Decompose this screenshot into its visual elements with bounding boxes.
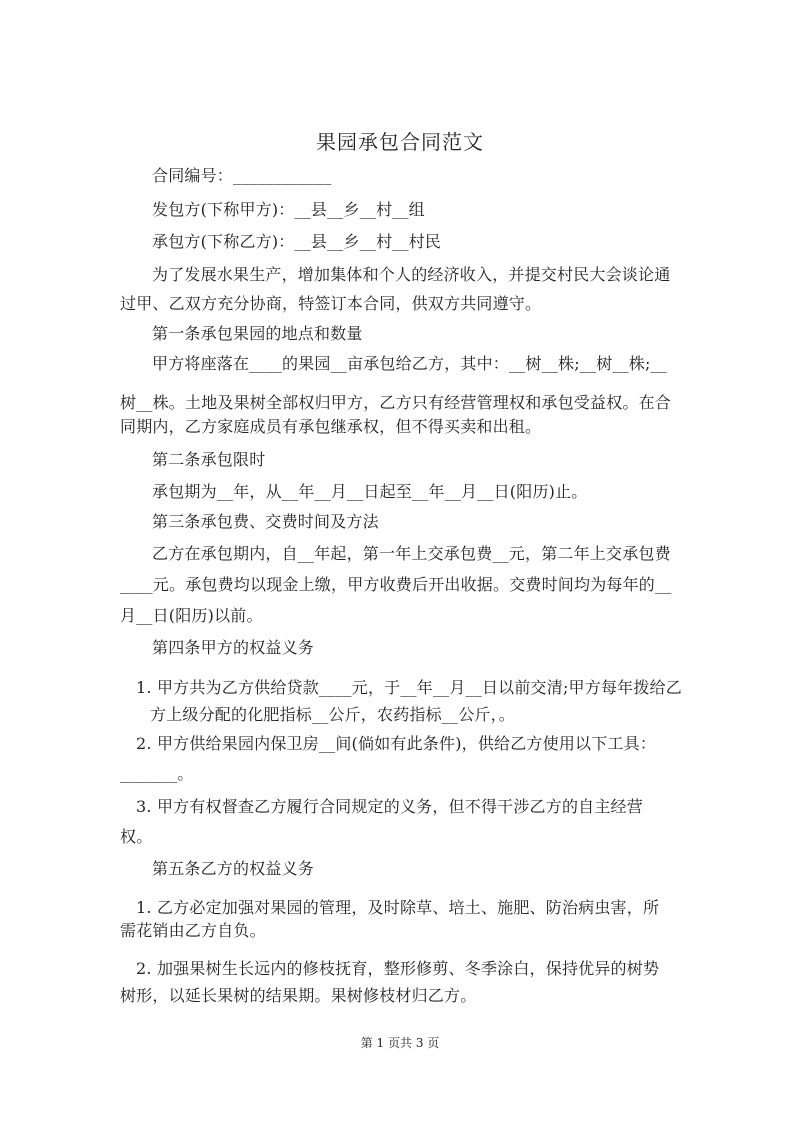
contract-number-line: 合同编号：____________ [152,166,332,185]
article-5-item-1-line-1: 1. 乙方必定加强对果园的管理，及时除草、培土、施肥、防治病虫害，所 [136,898,660,917]
article-1-line-3: 同期内，乙方家庭成员有承包继承权，但不得买卖和出租。 [120,417,542,436]
party-b-line: 承包方(下称乙方)：__县__乡__村__村民 [152,232,442,251]
article-3-heading: 第三条承包费、交费时间及方法 [152,512,379,531]
article-3-line-3: 月__日(阳历)以前。 [120,606,263,625]
article-3-line-1: 乙方在承包期内，自__年起，第一年上交承包费__元，第二年上交承包费 [152,544,671,563]
intro-paragraph-line-2: 过甲、乙双方充分协商，特签订本合同，供双方共同遵守。 [120,294,542,313]
article-4-item-3-line-1: 3. 甲方有权督查乙方履行合同规定的义务，但不得干涉乙方的自主经营 [136,797,643,816]
article-2-heading: 第二条承包限时 [152,450,266,469]
article-2-line-1: 承包期为__年，从__年__月__日起至__年__月__日(阳历)止。 [152,482,588,501]
document-title: 果园承包合同范文 [316,130,484,154]
article-4-item-1-line-2: 方上级分配的化肥指标__公斤，农药指标__公斤，。 [150,705,516,724]
party-a-line: 发包方(下称甲方)：__县__乡__村__组 [152,200,425,219]
intro-paragraph-line-1: 为了发展水果生产，增加集体和个人的经济收入，并提交村民大会谈论通 [152,265,671,284]
article-1-heading: 第一条承包果园的地点和数量 [152,324,363,343]
page-footer: 第 1 页共 3 页 [360,1036,440,1050]
article-3-line-2: ____元。承包费均以现金上缴，甲方收费后开出收据。交费时间均为每年的__ [120,575,672,594]
article-4-item-2-line-1: 2. 甲方供给果园内保卫房__间(倘如有此条件)，供给乙方使用以下工具： [136,734,657,753]
article-1-line-2: 树__株。土地及果树全部权归甲方，乙方只有经营管理权和承包受益权。在合 [120,393,672,412]
article-4-heading: 第四条甲方的权益义务 [152,638,315,657]
article-5-item-1-line-2: 需花销由乙方自负。 [120,921,266,940]
article-1-line-1: 甲方将座落在____的果园__亩承包给乙方，其中：__树__株;__树__株;__ [152,354,667,373]
article-5-item-2-line-2: 树形，以延长果树的结果期。果树修枝材归乙方。 [120,986,477,1005]
article-5-heading: 第五条乙方的权益义务 [152,859,315,878]
article-4-item-2-line-2: _______。 [120,764,194,783]
article-5-item-2-line-1: 2. 加强果树生长远内的修枝抚育，整形修剪、冬季涂白，保持优异的树势 [136,959,660,978]
article-4-item-1-line-1: 1. 甲方共为乙方供给贷款____元，于__年__月__日以前交清;甲方每年拨给乙 [136,678,682,697]
article-4-item-3-line-2: 权。 [120,827,153,846]
